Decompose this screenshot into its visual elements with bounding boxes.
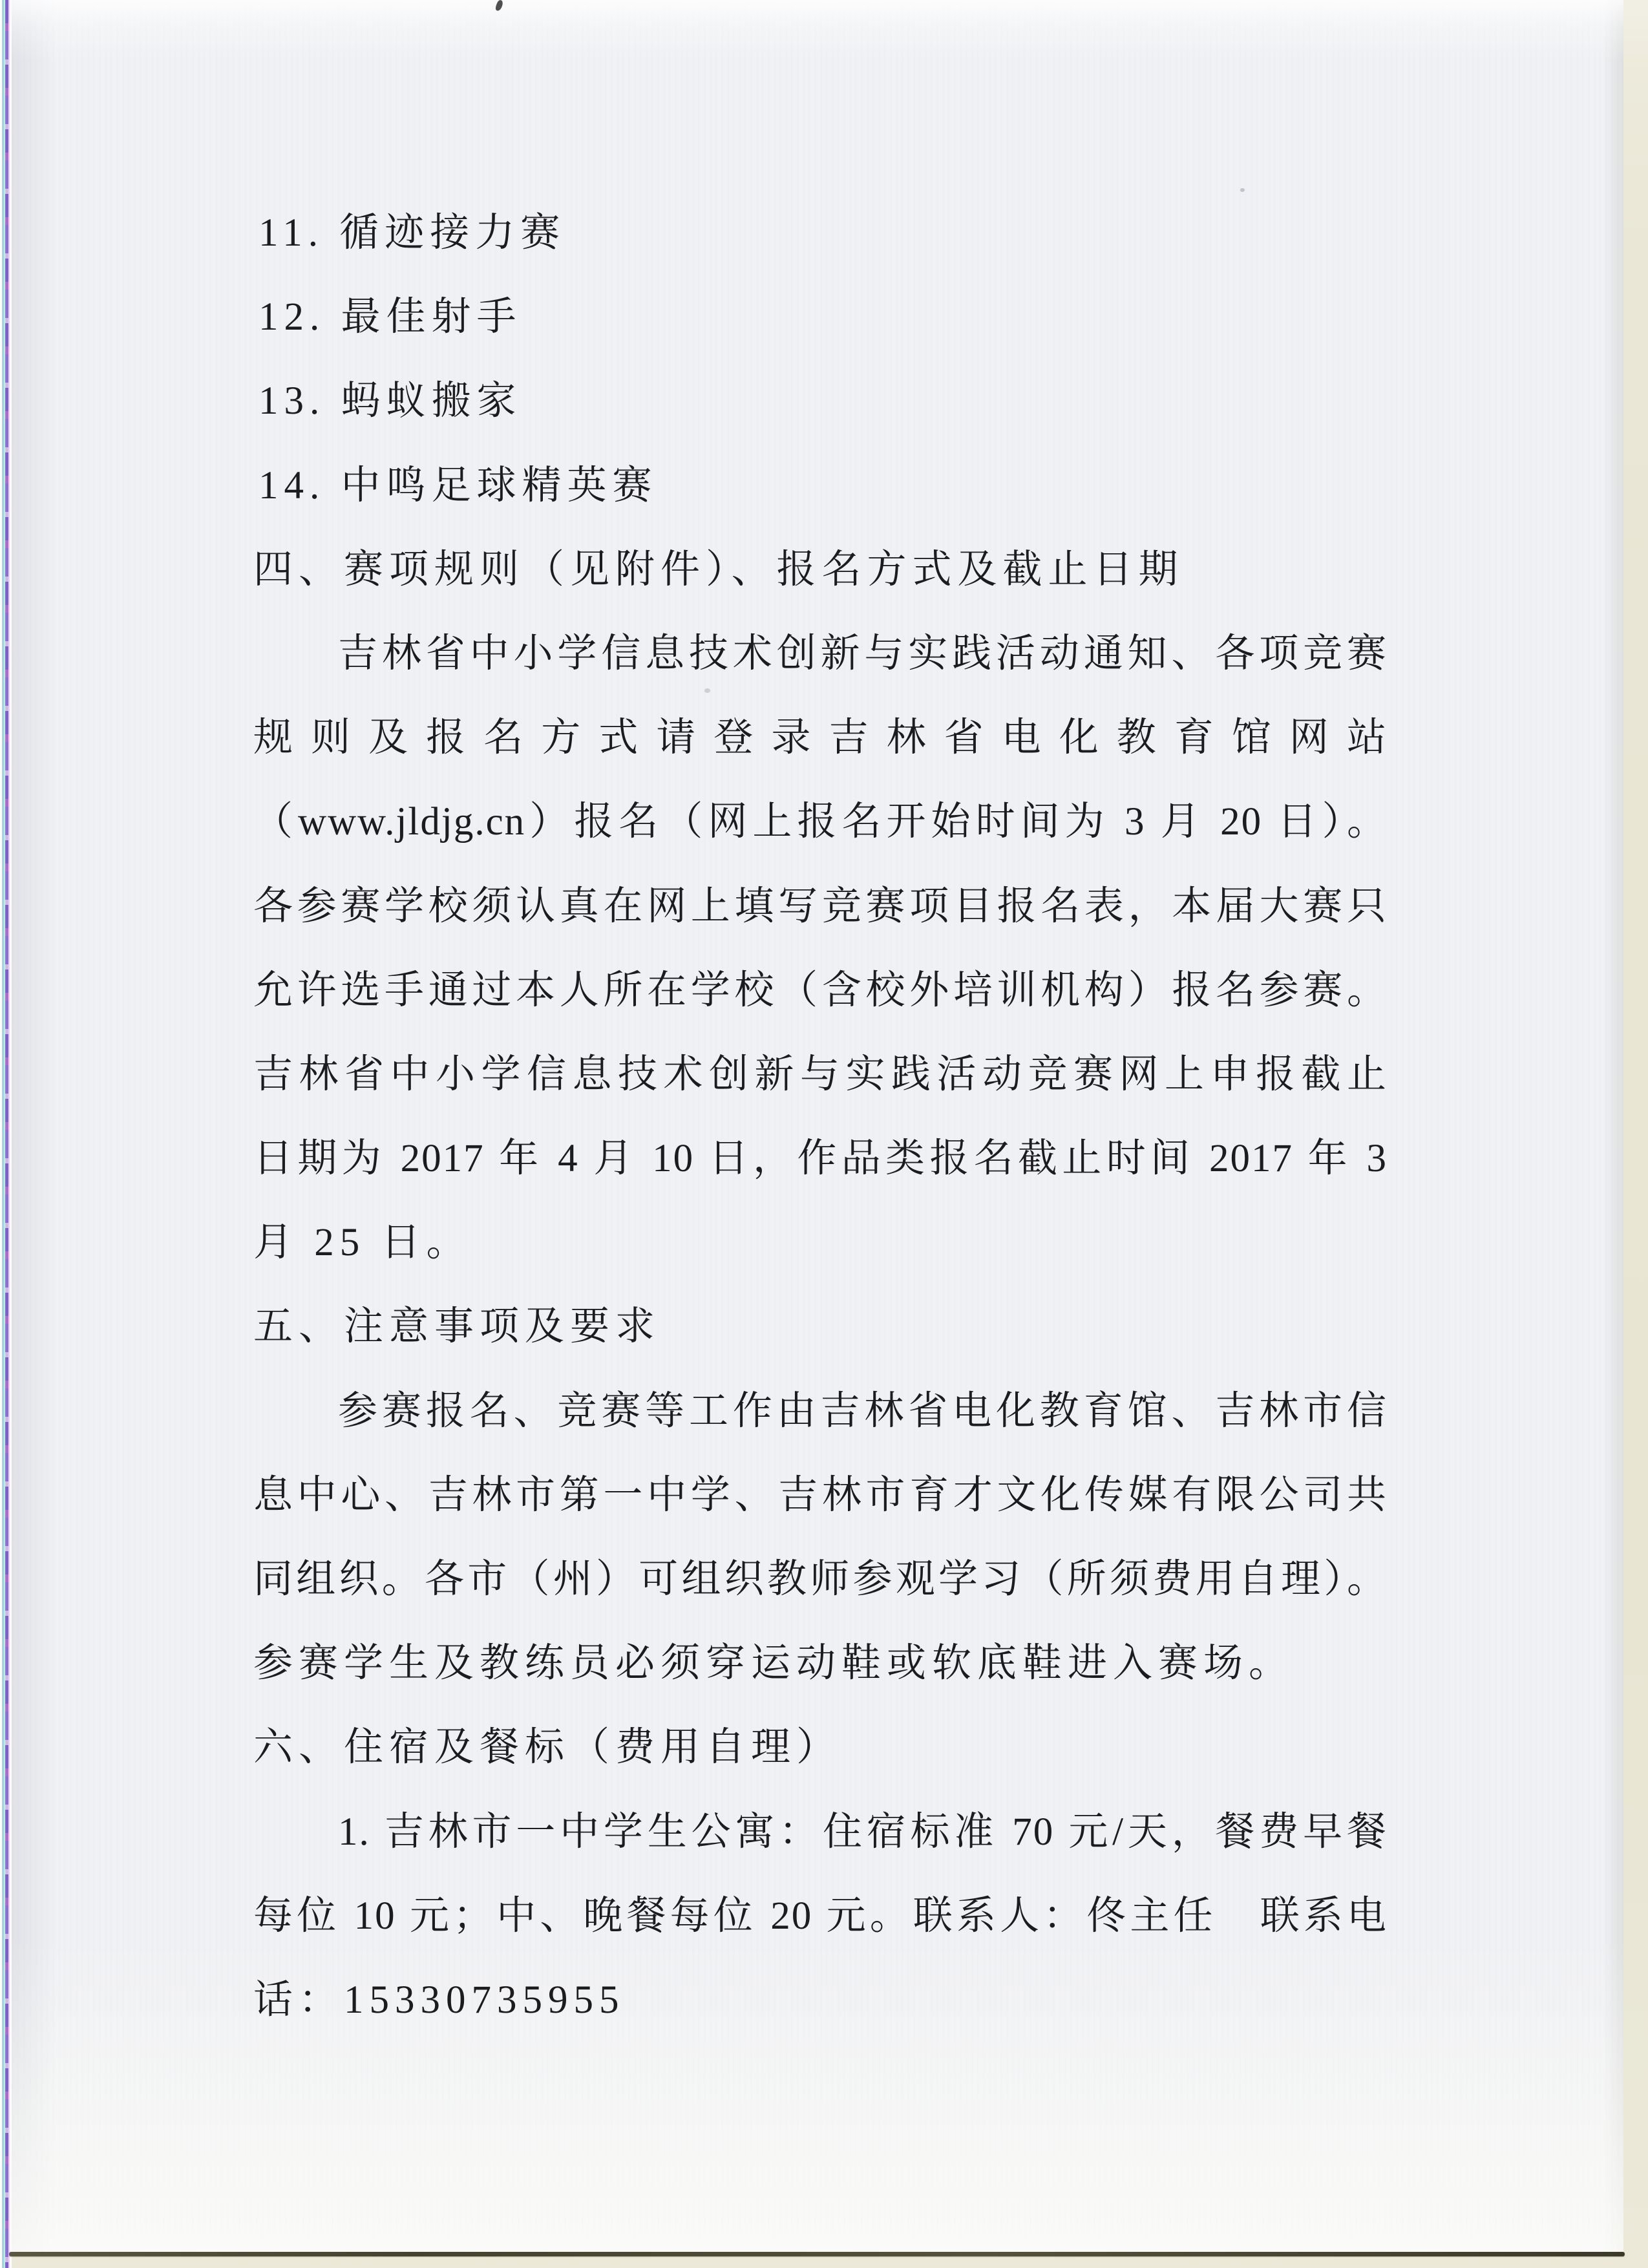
document-text-block (253, 191, 1388, 2042)
paper-bottom-edge (9, 2252, 1625, 2256)
text-line: 吉林省中小学信息技术创新与实践活动通知、各项竞赛 (338, 631, 1388, 675)
text-line: 月 25 日。 (253, 1221, 472, 1265)
scanner-edge-cyan-line (2, 0, 5, 2268)
text-line: 允许选手通过本人所在学校（含校外培训机构）报名参赛。 (253, 968, 1388, 1012)
text-line: 各参赛学校须认真在网上填写竞赛项目报名表，本届大赛只 (253, 884, 1388, 928)
text-line: 参赛报名、竞赛等工作由吉林省电化教育馆、吉林市信 (338, 1389, 1388, 1433)
text-line: 14. 中鸣足球精英赛 (259, 463, 658, 507)
scan-speck-top (495, 0, 504, 12)
text-line: 每位 10 元；中、晚餐每位 20 元。联系人：佟主任 联系电 (253, 1894, 1388, 1938)
text-line: 日期为 2017 年 4 月 10 日，作品类报名截止时间 2017 年 3 (253, 1137, 1388, 1181)
text-line: 1. 吉林市一中学生公寓：住宿标准 70 元/天，餐费早餐 (338, 1810, 1388, 1854)
paper-sheet (12, 0, 1623, 2252)
text-line: 12. 最佳射手 (259, 295, 522, 339)
text-line: 13. 蚂蚁搬家 (259, 379, 522, 423)
text-line: 吉林省中小学信息技术创新与实践活动竞赛网上申报截止 (253, 1052, 1388, 1096)
text-line: 息中心、吉林市第一中学、吉林市育才文化传媒有限公司共 (253, 1473, 1388, 1517)
scanner-edge-stripes (0, 0, 12, 2268)
text-line: （www.jldjg.cn）报名（网上报名开始时间为 3 月 20 日）。 (253, 800, 1388, 844)
text-line: 六、住宿及餐标（费用自理） (253, 1726, 842, 1770)
text-line: 四、赛项规则（见附件）、报名方式及截止日期 (253, 547, 1184, 591)
text-line: 规则及报名方式请登录吉林省电化教育馆网站 (253, 716, 1388, 760)
scanner-edge-pink-line (8, 0, 10, 2268)
text-line: 话：15330735955 (253, 1978, 625, 2022)
text-line: 五、注意事项及要求 (253, 1305, 661, 1349)
text-line: 同组织。各市（州）可组织教师参观学习（所须费用自理）。 (253, 1558, 1388, 1601)
text-line: 参赛学生及教练员必须穿运动鞋或软底鞋进入赛场。 (253, 1642, 1294, 1686)
text-line: 11. 循迹接力赛 (259, 211, 566, 255)
